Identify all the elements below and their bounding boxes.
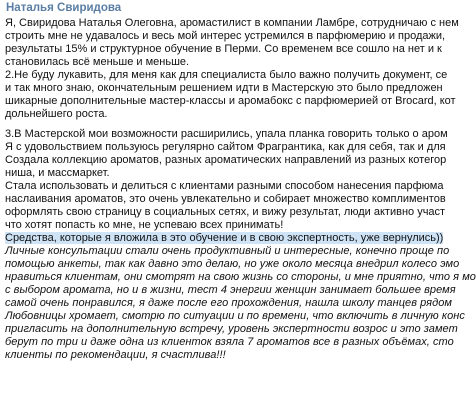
author-name[interactable]: Наталья Свиридова (6, 2, 122, 14)
text-line: Личные консультации стали очень продуктивный и интересные, конечно проще по (5, 245, 450, 257)
text-line: 3.В Мастерской мои возможности расширились, упала планка говорить только о аром (5, 128, 448, 140)
text-line: результаты 15% и структурное обучение в Перми. Со временем все сошло на нет и к (5, 43, 442, 55)
text-line: наслаивания ароматов, это очень увлекательно и собирает множество комплиментов (5, 193, 446, 205)
text-line: строить мне не удавалось и весь мой интерес устремился в парфюмерию и продажи, (5, 30, 446, 42)
text-line: с выбором аромата, но и в жизни, тест 4 энергии женщин занимает большее время (5, 284, 456, 296)
paragraph-3 (5, 128, 448, 232)
text-line: берут по три и даже одна из клиенток взяла 7 ароматов все в разных объёмах, сто (5, 336, 454, 348)
paragraph-2 (5, 69, 456, 121)
text-line: помощью анкеты, так как давно это делаю, но уже около месяца внедрил колесо эмо (5, 258, 460, 270)
text-line: оформлять свою страницу в социальных сетях, и вижу результат, люди активно участ (5, 206, 446, 218)
text-line: самой очень понравился, я даже после его прохождения, нашла школу танцев рядом (5, 297, 452, 309)
text-line: Стала использовать и делиться с клиентами разными способом нанесения парфюма (5, 180, 444, 192)
text-line: Я, Свиридова Наталья Олеговна, аромастилист в компании Ламбре, сотрудничаю с нем (5, 17, 459, 29)
post-body (5, 17, 476, 362)
text-line: пригласить на дополнительную встречу, уровень экспертности возрос и это замет (5, 323, 458, 335)
text-line: Я с удовольствием пользуюсь регулярно сайтом Фрагрантика, как для себя, так и для (5, 141, 446, 153)
text-line: 2.Не буду лукавить, для меня как для специалиста было важно получить документ, се (5, 69, 448, 81)
text-line: шикарные дополнительные мастер-классы и аромабокс с парфюмерией от Brocard, кот (5, 95, 456, 107)
text-line: клиенты по рекомендации, я счастлива!!! (5, 349, 226, 361)
text-line: ниша, и массмаркет. (5, 167, 110, 179)
paragraph-4 (5, 232, 476, 362)
text-line: дольнейшего роста. (5, 108, 108, 120)
text-line: Создала коллекцию ароматов, разных ароматических направлений из разных котегор (5, 154, 447, 166)
paragraph-gap (5, 121, 400, 128)
text-line: становилась всё меньше и меньше. (5, 56, 190, 68)
paragraph-1 (5, 17, 459, 69)
selected-text[interactable]: Средства, которые я вложила в это обучение и в свою экспертность, уже вернулись)) (5, 232, 444, 244)
text-line: что хотят попасть ко мне, не успеваю всех принимать! (5, 219, 284, 231)
text-line: Любовницы хромает, смотрю по ситуации и по времени, что включить в личную конс (5, 310, 465, 322)
text-line-lead (5, 232, 444, 245)
text-line: нравиться клиентам, они смотрят на свою жизнь со стороны, и мне приятно, что я мо (5, 271, 476, 283)
text-line: и так много знаю, окончательным решением идти в Мастерскую это было предложен (5, 82, 443, 94)
italic-block (5, 245, 476, 362)
